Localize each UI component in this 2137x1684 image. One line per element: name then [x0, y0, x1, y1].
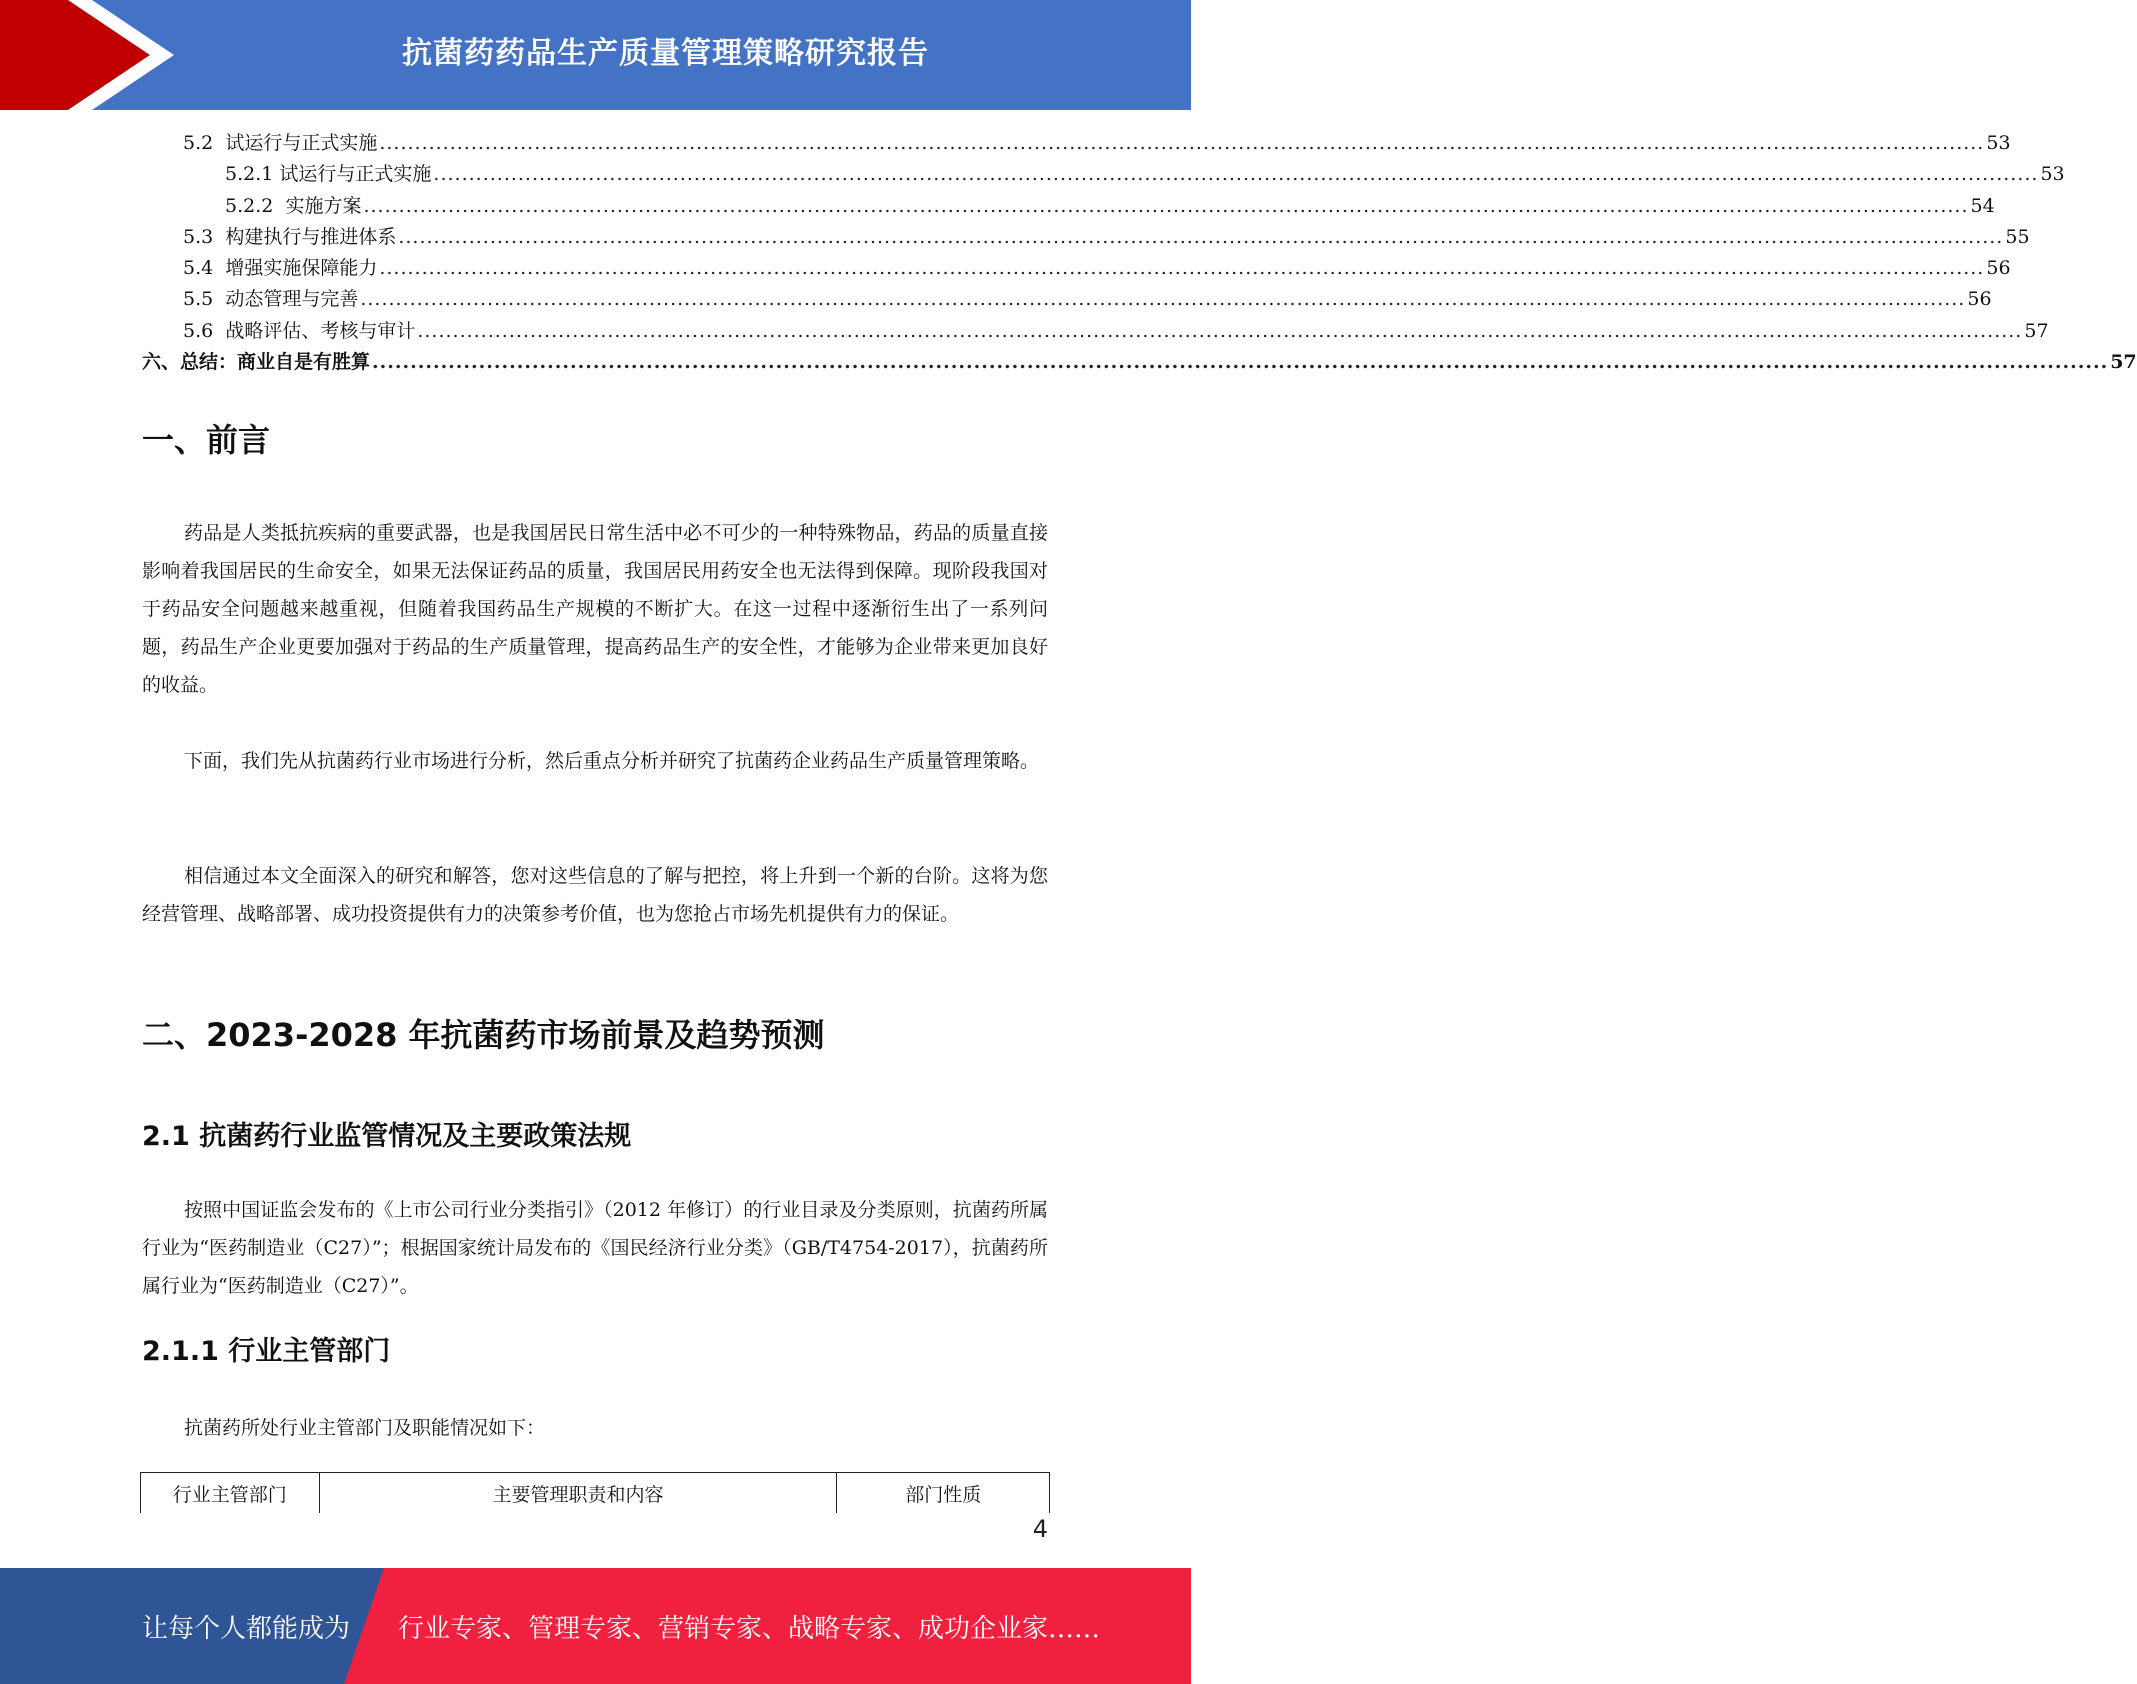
section-heading-preface: 一、前言 [142, 421, 271, 459]
toc-title: 实施方案 [285, 194, 362, 217]
toc-number: 5.2.2 [225, 194, 274, 217]
toc-leader: .................................................................................................................................................................................................................................... [372, 351, 2109, 374]
body-paragraph: 药品是人类抵抗疾病的重要武器，也是我国居民日常生活中必不可少的一种特殊物品，药品的质量直接影响着我国居民的生命安全，如果无法保证药品的质量，我国居民用药安全也无法得到保障。现阶段我国对于药品安全问题越来越重视，但随着我国药品生产规模的不断扩大。在这一过程中逐渐衍生出了一系列问题，药品生产企业更要加强对于药品的生产质量管理，提高药品生产的安全性，才能够为企业带来更加良好的收益。 [142, 522, 1048, 696]
toc-leader: .................................................................................................................................................................................................................................... [417, 319, 2023, 342]
toc-title: 试运行与正式实施 [279, 163, 432, 186]
toc-item[interactable] [142, 191, 1995, 222]
toc-page: 53 [2040, 163, 2065, 186]
toc-title: 试运行与正式实施 [225, 132, 378, 154]
body-paragraph: 下面，我们先从抗菌药行业市场进行分析，然后重点分析并研究了抗菌药企业药品生产质量管理策略。 [184, 750, 1040, 772]
toc-number: 5.3 [183, 225, 214, 248]
header-banner [0, 0, 1191, 110]
table-header-cell: 行业主管部门 [141, 1473, 320, 1514]
toc-number: 5.6 [183, 319, 214, 342]
table-of-contents [142, 128, 2137, 378]
toc-item[interactable] [142, 222, 2030, 253]
toc-number: 5.2.1 [225, 163, 274, 186]
toc-number: 5.2 [183, 132, 214, 154]
footer-slogan-left: 让每个人都能成为 [142, 1613, 351, 1644]
subsection-heading-regulation: 2.1 抗菌药行业监管情况及主要政策法规 [142, 1121, 632, 1152]
table-header-cell: 主要管理职责和内容 [319, 1473, 837, 1514]
toc-item[interactable] [142, 284, 1992, 315]
authority-table [140, 1472, 1050, 1513]
toc-number: 六、 [142, 351, 181, 374]
toc-leader: .................................................................................................................................................................................................................................... [379, 132, 1985, 154]
toc-title: 构建执行与推进体系 [225, 225, 397, 248]
table-header-cell: 部门性质 [837, 1473, 1050, 1514]
report-title: 抗菌药药品生产质量管理策略研究报告 [402, 36, 929, 71]
toc-leader: .................................................................................................................................................................................................................................... [360, 288, 1966, 311]
footer-slogan-right: 行业专家、管理专家、营销专家、战略专家、成功企业家…… [398, 1613, 1101, 1644]
toc-page: 53 [1986, 132, 2011, 154]
footer-banner [0, 1568, 1191, 1684]
toc-leader: .................................................................................................................................................................................................................................... [433, 163, 2039, 186]
toc-title: 战略评估、考核与审计 [225, 319, 416, 342]
toc-leader: .................................................................................................................................................................................................................................... [363, 194, 1969, 217]
toc-page: 57 [2110, 351, 2137, 374]
toc-page: 55 [2005, 225, 2030, 248]
toc-number: 5.5 [183, 288, 214, 311]
toc-page: 57 [2024, 319, 2049, 342]
toc-item[interactable] [142, 347, 2137, 378]
toc-item[interactable] [142, 316, 2049, 347]
toc-item[interactable] [142, 253, 2011, 284]
subsection-heading-authority: 2.1.1 行业主管部门 [142, 1336, 391, 1367]
toc-title: 总结：商业自是有胜算 [180, 351, 371, 374]
toc-item[interactable] [142, 128, 2011, 159]
toc-leader: .................................................................................................................................................................................................................................... [398, 225, 2004, 248]
toc-page: 56 [1967, 288, 1992, 311]
toc-item[interactable] [142, 159, 2065, 190]
table-header-row [141, 1473, 1050, 1514]
page-number: 4 [1032, 1515, 1048, 1543]
toc-page: 56 [1986, 257, 2011, 280]
toc-title: 动态管理与完善 [225, 288, 359, 311]
body-paragraph: 按照中国证监会发布的《上市公司行业分类指引》（2012 年修订）的行业目录及分类原则，抗菌药所属行业为“医药制造业（C27）”；根据国家统计局发布的《国民经济行业分类》（GB/T4754-2017），抗菌药所属行业为“医药制造业（C27）”。 [142, 1199, 1048, 1297]
section-heading-market-forecast: 二、2023-2028 年抗菌药市场前景及趋势预测 [142, 1016, 825, 1054]
toc-title: 增强实施保障能力 [225, 257, 378, 280]
body-paragraph: 抗菌药所处行业主管部门及职能情况如下： [184, 1417, 546, 1439]
toc-page: 54 [1970, 194, 1995, 217]
toc-leader: .................................................................................................................................................................................................................................... [379, 257, 1985, 280]
body-paragraph: 相信通过本文全面深入的研究和解答，您对这些信息的了解与把控，将上升到一个新的台阶。这将为您经营管理、战略部署、成功投资提供有力的决策参考价值，也为您抢占市场先机提供有力的保证。 [142, 865, 1048, 925]
toc-number: 5.4 [183, 257, 214, 280]
